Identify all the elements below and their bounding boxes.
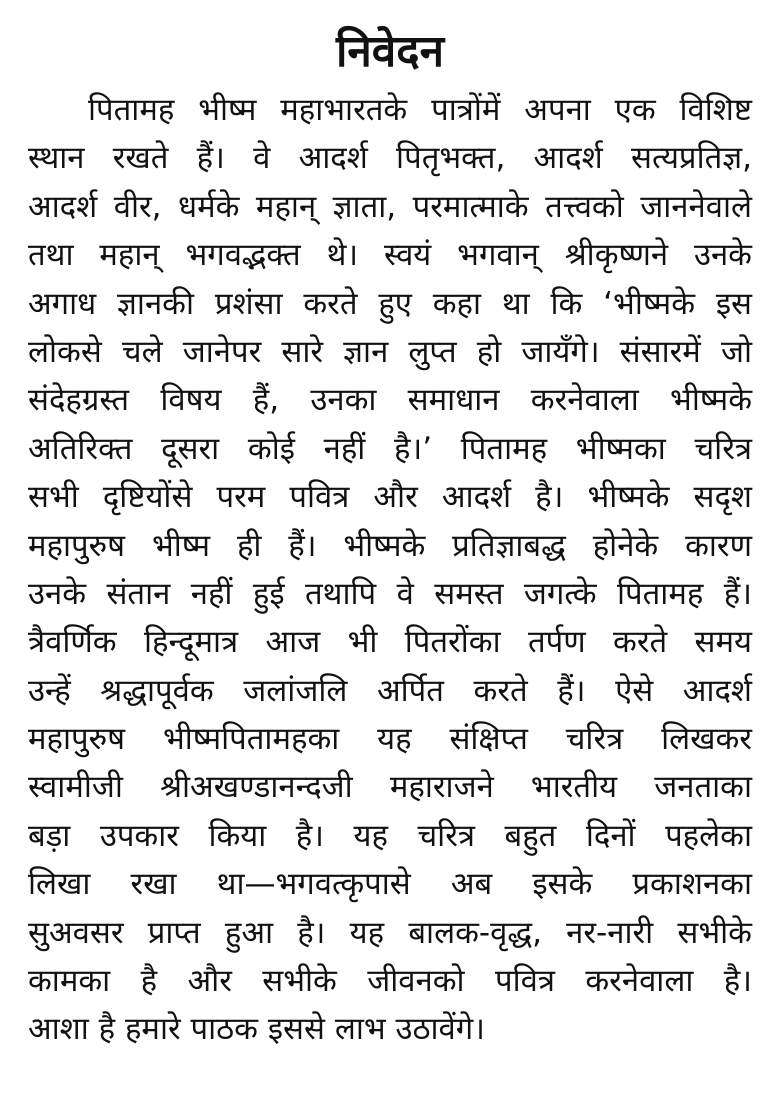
text-line: सभी दृष्टियोंसे परम पवित्र और आदर्श है। भीष्मके सदृश bbox=[28, 479, 752, 516]
text-line: महापुरुष भीष्मपितामहका यह संक्षिप्त चरित्र लिखकर bbox=[28, 721, 752, 758]
text-line: कामका है और सभीके जीवनको पवित्र करनेवाला है। bbox=[28, 963, 752, 1000]
text-line: पितामह भीष्म महाभारतके पात्रोंमें अपना एक विशिष्ट bbox=[88, 92, 752, 128]
body-text bbox=[28, 86, 752, 1054]
page-title: निवेदन bbox=[335, 26, 445, 77]
text-line: अगाध ज्ञानकी प्रशंसा करते हुए कहा था कि ‘भीष्मके इस bbox=[28, 285, 752, 322]
text-line: उनके संतान नहीं हुई तथापि वे समस्त जगत्के पितामह हैं। bbox=[28, 575, 752, 612]
text-line: लोकसे चले जानेपर सारे ज्ञान लुप्त हो जायँगे। संसारमें जो bbox=[28, 333, 752, 370]
text-line: तथा महान् भगवद्भक्त थे। स्वयं भगवान् श्रीकृष्णने उनके bbox=[28, 237, 752, 274]
text-line: आशा है हमारे पाठक इससे लाभ उठावेंगे। bbox=[28, 1011, 485, 1048]
text-line: आदर्श वीर, धर्मके महान् ज्ञाता, परमात्माके तत्त्वको जाननेवाले bbox=[28, 188, 752, 225]
text-line: संदेहग्रस्त विषय हैं, उनका समाधान करनेवाला भीष्मके bbox=[28, 382, 752, 419]
text-line: उन्हें श्रद्धापूर्वक जलांजलि अर्पित करते हैं। ऐसे आदर्श bbox=[28, 672, 752, 709]
text-line: महापुरुष भीष्म ही हैं। भीष्मके प्रतिज्ञाबद्ध होनेके कारण bbox=[28, 527, 752, 564]
text-line: स्थान रखते हैं। वे आदर्श पितृभक्त, आदर्श सत्यप्रतिज्ञ, bbox=[28, 140, 752, 177]
text-line: लिखा रखा था—भगवत्कृपासे अब इसके प्रकाशनका bbox=[28, 866, 752, 903]
text-line: बड़ा उपकार किया है। यह चरित्र बहुत दिनों पहलेका bbox=[28, 817, 752, 854]
text-line: सुअवसर प्राप्त हुआ है। यह बालक-वृद्ध, नर-नारी सभीके bbox=[28, 914, 752, 951]
text-line: अतिरिक्त दूसरा कोई नहीं है।’ पितामह भीष्मका चरित्र bbox=[28, 430, 752, 467]
text-line: त्रैवर्णिक हिन्दूमात्र आज भी पितरोंका तर्पण करते समय bbox=[28, 624, 752, 661]
text-line: स्वामीजी श्रीअखण्डानन्दजी महाराजने भारतीय जनताका bbox=[28, 769, 752, 806]
